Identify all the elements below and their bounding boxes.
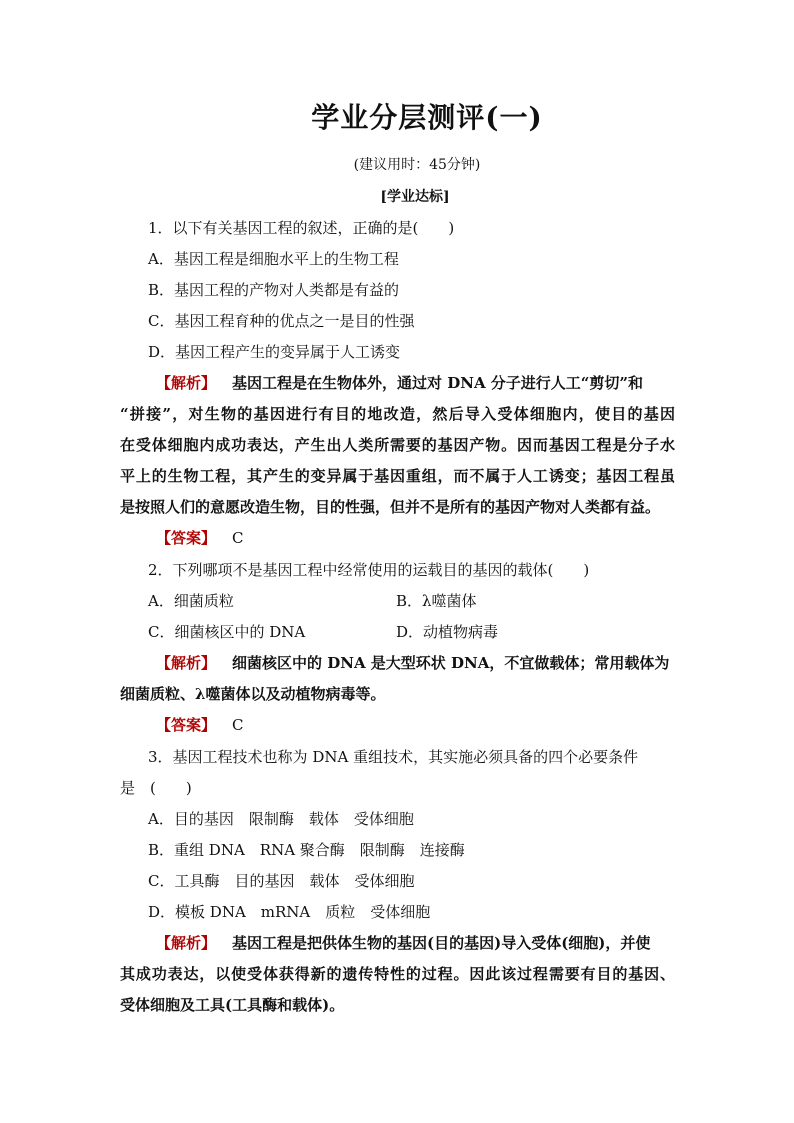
question-1-answer: C [232, 529, 244, 547]
question-1-option-a: A．基因工程是细胞水平上的生物工程 [148, 250, 399, 268]
analysis-label: 【解析】 [156, 374, 217, 392]
question-3-stem: 3．基因工程技术也称为 DNA 重组技术，其实施必须具备的四个必要条件 [148, 748, 639, 766]
question-2-analysis-line: 细菌质粒、λ噬菌体以及动植物病毒等。 [120, 685, 386, 703]
question-3-option-a: A．目的基因 限制酶 载体 受体细胞 [148, 810, 414, 828]
answer-label: 【答案】 [156, 716, 217, 734]
question-1-analysis-line: 平上的生物工程，其产生的变异属于基因重组，而不属于人工诱变；基因工程虽 [120, 467, 675, 485]
question-3-option-d: D．模板 DNA mRNA 质粒 受体细胞 [148, 903, 431, 921]
question-1-answer-tag [156, 528, 216, 548]
question-2-stem: 2．下列哪项不是基因工程中经常使用的运载目的基因的载体( ) [148, 561, 590, 579]
question-1-option-d: D．基因工程产生的变异属于人工诱变 [148, 343, 401, 361]
question-2-analysis-tag [156, 653, 216, 673]
question-1-analysis-line: 基因工程是在生物体外，通过对 DNA 分子进行人工“剪切”和 [232, 374, 644, 392]
question-1-analysis-line: “拼接”，对生物的基因进行有目的地改造，然后导入受体细胞内，使目的基因 [120, 405, 675, 423]
question-3-option-c: C．工具酶 目的基因 载体 受体细胞 [148, 872, 415, 890]
question-3-analysis-line: 其成功表达，以使受体获得新的遗传特性的过程。因此该过程需要有目的基因、 [120, 965, 675, 983]
analysis-label: 【解析】 [156, 654, 217, 672]
section-heading: [学业达标] [380, 189, 450, 205]
question-3-analysis-tag [156, 933, 216, 953]
answer-label: 【答案】 [156, 529, 217, 547]
question-1-stem: 1．以下有关基因工程的叙述，正确的是( ) [148, 219, 455, 237]
question-3-option-b: B．重组 DNA RNA 聚合酶 限制酶 连接酶 [148, 841, 465, 859]
question-2-option-a: A．细菌质粒 [148, 592, 234, 610]
question-2-answer: C [232, 716, 244, 734]
question-3-analysis-line: 受体细胞及工具(工具酶和载体)。 [120, 996, 345, 1014]
question-2-analysis-line: 细菌核区中的 DNA 是大型环状 DNA，不宜做载体；常用载体为 [232, 654, 670, 672]
question-2-option-b: B．λ噬菌体 [396, 592, 477, 610]
question-2-option-c: C．细菌核区中的 DNA [148, 623, 306, 641]
question-3-stem-continued: 是 ( ) [120, 779, 192, 797]
analysis-label: 【解析】 [156, 934, 217, 952]
question-3-analysis-line: 基因工程是把供体生物的基因(目的基因)导入受体(细胞)，并使 [232, 934, 651, 952]
question-1-analysis-line: 是按照人们的意愿改造生物，目的性强，但并不是所有的基因产物对人类都有益。 [120, 498, 661, 516]
question-1-option-c: C．基因工程育种的优点之一是目的性强 [148, 312, 415, 330]
question-1-analysis-line: 在受体细胞内成功表达，产生出人类所需要的基因产物。因而基因工程是分子水 [120, 436, 675, 454]
question-2-answer-tag [156, 715, 216, 735]
suggested-time: (建议用时：45分钟) [353, 157, 481, 173]
question-1-option-b: B．基因工程的产物对人类都是有益的 [148, 281, 400, 299]
page-title: 学业分层测评(一) [311, 101, 543, 134]
question-2-option-d: D．动植物病毒 [396, 623, 499, 641]
question-1-analysis-tag [156, 373, 216, 393]
